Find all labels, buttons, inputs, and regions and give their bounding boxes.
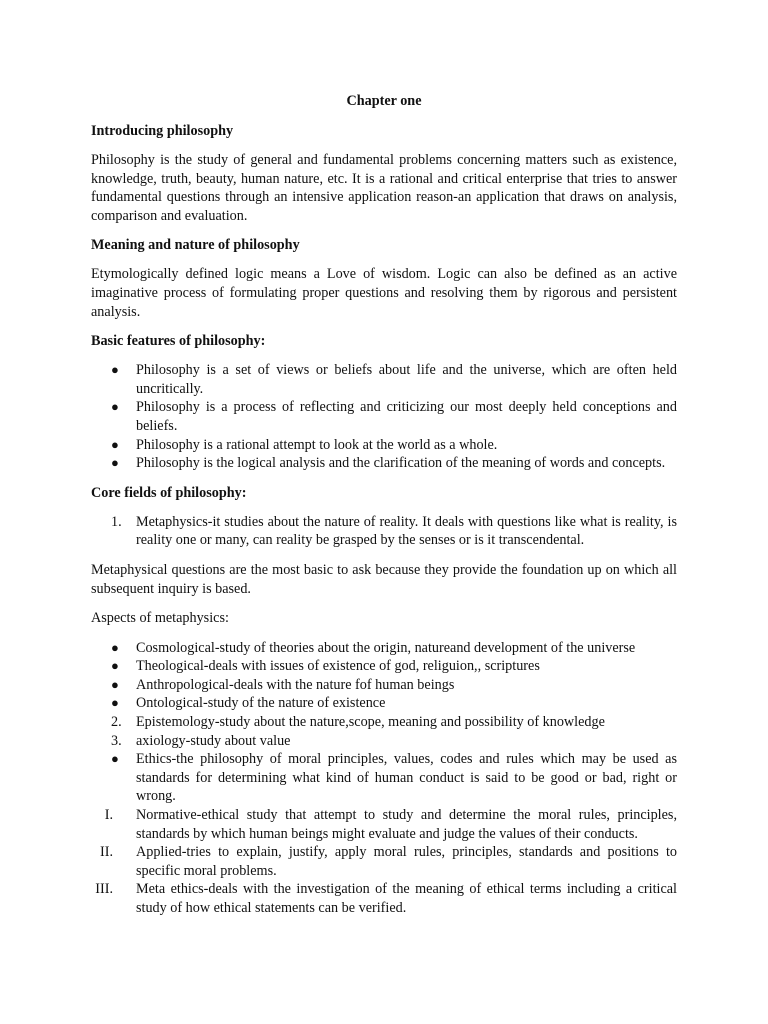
list-item bbox=[91, 694, 677, 713]
meaning-paragraph: Etymologically defined logic means a Love of wisdom. Logic can also be defined as an active imaginative process of formulating proper questions and resolving them by rigorous and persistent analysis. bbox=[91, 266, 677, 320]
features-heading: Basic features of philosophy: bbox=[91, 333, 266, 350]
list-item bbox=[91, 806, 677, 843]
list-item bbox=[91, 398, 677, 435]
bullet-icon: ● bbox=[111, 751, 119, 767]
list-item bbox=[91, 843, 677, 880]
list-item bbox=[91, 361, 677, 398]
list-item-text: Philosophy is a set of views or beliefs about life and the universe, which are often held uncritically. bbox=[136, 362, 677, 397]
intro-heading: Introducing philosophy bbox=[91, 123, 234, 139]
list-item-text: Ontological-study of the nature of existence bbox=[136, 695, 386, 712]
list-item bbox=[91, 513, 677, 550]
bullet-icon: ● bbox=[111, 455, 119, 471]
list-item-text: axiology-study about value bbox=[136, 732, 291, 749]
features-list bbox=[91, 361, 677, 473]
list-item-text: Epistemology-study about the nature,scope, meaning and possibility of knowledge bbox=[136, 714, 605, 731]
bullet-icon: ● bbox=[111, 362, 119, 378]
aspects-list bbox=[91, 639, 677, 918]
bullet-icon: ● bbox=[111, 676, 119, 692]
list-marker: 1. bbox=[111, 513, 122, 530]
list-marker: II. bbox=[100, 844, 113, 861]
list-item bbox=[91, 732, 677, 751]
list-item-text: Normative-ethical study that attempt to study and determine the moral rules, principles, standards by which human beings might evaluate and judge the values of their conducts. bbox=[136, 807, 677, 842]
metaphysics-paragraph: Metaphysical questions are the most basic to ask because they provide the foundation up on which all subsequent inquiry is based. bbox=[91, 561, 677, 597]
bullet-icon: ● bbox=[111, 695, 119, 711]
list-item bbox=[91, 750, 677, 806]
list-item-text: Philosophy is a rational attempt to look at the world as a whole. bbox=[136, 436, 498, 453]
list-item bbox=[91, 880, 677, 917]
bullet-icon: ● bbox=[111, 658, 119, 674]
list-marker: III. bbox=[95, 881, 113, 898]
list-item bbox=[91, 454, 677, 473]
chapter-title: Chapter one bbox=[346, 93, 422, 109]
list-item bbox=[91, 713, 677, 732]
list-item bbox=[91, 639, 677, 658]
list-marker: 3. bbox=[111, 732, 122, 749]
list-item-text: Philosophy is a process of reflecting and criticizing our most deeply held conceptions and beliefs. bbox=[136, 399, 677, 434]
aspects-label: Aspects of metaphysics: bbox=[91, 610, 229, 627]
list-item-text: Meta ethics-deals with the investigation of the meaning of ethical terms including a critical study of how ethical statements can be verified. bbox=[136, 881, 677, 916]
list-item-text: Cosmological-study of theories about the origin, natureand development of the universe bbox=[136, 639, 636, 656]
list-item bbox=[91, 676, 677, 695]
core-list bbox=[91, 513, 677, 550]
bullet-icon: ● bbox=[111, 639, 119, 655]
list-item bbox=[91, 436, 677, 455]
list-marker: 2. bbox=[111, 714, 122, 731]
list-item-text: Anthropological-deals with the nature fof human beings bbox=[136, 676, 455, 693]
meaning-heading: Meaning and nature of philosophy bbox=[91, 237, 300, 254]
list-item-text: Applied-tries to explain, justify, apply moral rules, principles, standards and positions to specific moral problems. bbox=[136, 844, 677, 879]
intro-paragraph: Philosophy is the study of general and fundamental problems concerning matters such as existence, knowledge, truth, beauty, human nature, etc. It is a rational and critical enterprise that tries to answer fundamental questions through an intensive application reason-an application that draws on analysis, comparison and evaluation. bbox=[91, 152, 677, 224]
core-heading: Core fields of philosophy: bbox=[91, 484, 247, 501]
bullet-icon: ● bbox=[111, 436, 119, 452]
list-item-text: Ethics-the philosophy of moral principles, values, codes and rules which may be used as standards for determining what kind of human conduct is said to be good or bad, right or wrong. bbox=[136, 751, 677, 805]
list-item bbox=[91, 657, 677, 676]
list-item-text: Metaphysics-it studies about the nature of reality. It deals with questions like what is reality, is reality one or many, can reality be grasped by the senses or is it transcendental. bbox=[136, 513, 677, 549]
document-page bbox=[91, 92, 677, 918]
list-item-text: Theological-deals with issues of existence of god, religuion,, scriptures bbox=[136, 658, 540, 675]
list-item-text: Philosophy is the logical analysis and the clarification of the meaning of words and concepts. bbox=[136, 455, 666, 472]
list-marker: I. bbox=[104, 807, 113, 824]
bullet-icon: ● bbox=[111, 399, 119, 415]
